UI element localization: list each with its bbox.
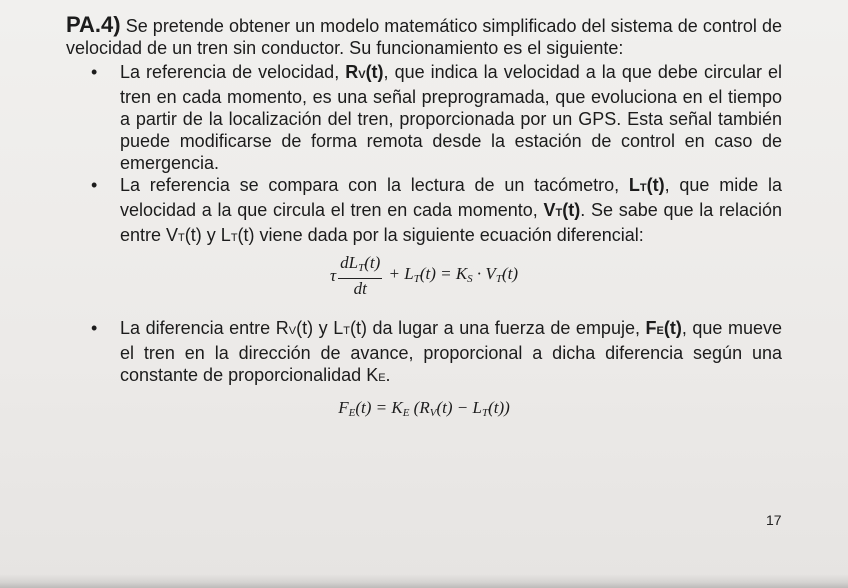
problem-label: PA.4): [66, 12, 121, 37]
bullet-text: da lugar a una fuerza de empuje,: [366, 318, 646, 338]
problem-intro: [66, 14, 782, 59]
intro-text: Se pretende obtener un modelo matemático simplificado del sistema de control de velocidad de un tren sin conductor. Su funcionamiento es el siguiente:: [66, 16, 782, 58]
bullet-item-tachometer: [66, 174, 782, 249]
equation-tachometer: τ $\frac{\text{dLT(t)}}{dt}$ + LT(t) = KS · VT(t): [330, 253, 518, 298]
equation-fraction: $\frac{\text{dLT(t)}}{dt}$: [340, 253, 381, 298]
signal-vt-plain: VT(t): [166, 225, 202, 245]
constant-ke: KE: [366, 365, 386, 385]
bullet-list: [66, 61, 782, 249]
bullet-text: .: [385, 365, 391, 385]
bullet-text: La referencia se compara con la lectura de un tacómetro,: [120, 175, 629, 195]
bullet-list-2: [66, 317, 782, 389]
bullet-icon: •: [91, 318, 98, 338]
bullet-text: viene dada por la siguiente ecuación diferencial:: [254, 225, 644, 245]
bullet-item-speed-reference: [66, 61, 782, 174]
bullet-text: , que mide la velocidad a la que circula el tren en cada momento,: [120, 175, 783, 220]
bullet-text: , que mueve el tren en la dirección de avance, proporcional a dicha diferencia según una constante de proporcionalidad: [120, 318, 782, 385]
bullet-text: y: [313, 318, 334, 338]
problem-statement: [66, 14, 782, 424]
bullet-icon: •: [91, 175, 98, 195]
signal-fe: FE(t): [645, 318, 682, 338]
signal-lt-plain: LT(t): [333, 318, 367, 338]
signal-lt: LT(t): [628, 175, 665, 195]
bullet-text: , que indica la velocidad a la que debe circular el tren en cada momento, es una señal preprogramada, que evoluciona en el tiempo a partir de la localización del tren, proporcionada por un GPS. Esta señal también puede modificarse de forma remota desde la estación de control en caso de emergencia.: [120, 62, 782, 173]
page-edge-shadow: [0, 574, 848, 588]
page-number: 17: [766, 512, 782, 528]
signal-rv: RV(t): [345, 62, 384, 82]
bullet-text: y: [201, 225, 221, 245]
bullet-item-force: [66, 317, 782, 389]
bullet-text: . Se sabe que la relación entre: [120, 200, 782, 245]
bullet-text: La referencia de velocidad,: [120, 62, 346, 82]
bullet-text: La diferencia entre: [120, 318, 276, 338]
signal-lt-plain: LT(t): [220, 225, 255, 245]
signal-rv-plain: RV(t): [275, 318, 314, 338]
equation-force: FE(t) = KE (RV(t) − LT(t)): [338, 398, 510, 419]
bullet-icon: •: [91, 62, 98, 82]
signal-vt: VT(t): [543, 200, 581, 220]
